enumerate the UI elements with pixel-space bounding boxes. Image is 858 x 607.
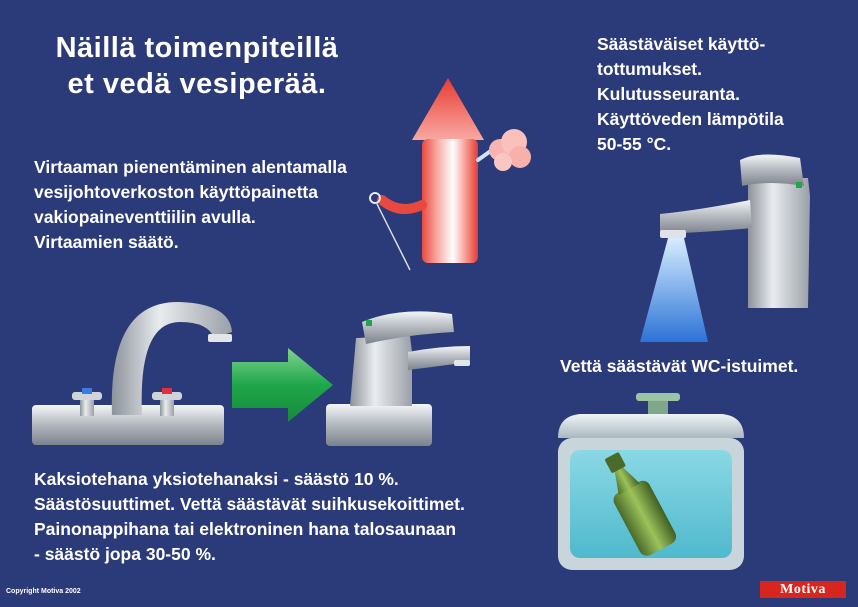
steam-cloud-icon <box>489 129 531 171</box>
single-lever-faucet-icon <box>640 154 810 342</box>
faucet-savings-text: Kaksiotehana yksiotehanaksi - säästö 10 %. Säästösuuttimet. Vettä säästävät suihkusekoittimet. Painonappihana tai elektroninen hana talosaunaan - säästö jopa 30-50 %. <box>34 469 465 564</box>
toilet-tank-icon <box>558 393 744 570</box>
water-spray-icon <box>640 238 708 342</box>
flow-reduction-text: Virtaaman pienentäminen alentamalla vesijohtoverkoston käyttöpainetta vakiopaineventtiilin avulla. Virtaamien säätö. <box>34 157 347 252</box>
saving-habits-text: Säästäväiset käyttö- tottumukset. Kulutusseuranta. Käyttöveden lämpötila 50-55 °C. <box>597 34 784 154</box>
wc-text: Vettä säästävät WC-istuimet. <box>560 356 799 376</box>
green-arrow-icon <box>232 348 333 422</box>
title-line-2: et vedä vesiperää. <box>67 68 327 100</box>
replacement-faucet-icon <box>326 311 470 446</box>
title-line-1: Näillä toimenpiteillä <box>55 32 339 64</box>
two-handle-faucet-icon <box>32 302 232 445</box>
motiva-logo: Motiva <box>760 581 846 598</box>
copyright-text: Copyright Motiva 2002 <box>6 588 81 595</box>
page-title <box>22 30 372 102</box>
